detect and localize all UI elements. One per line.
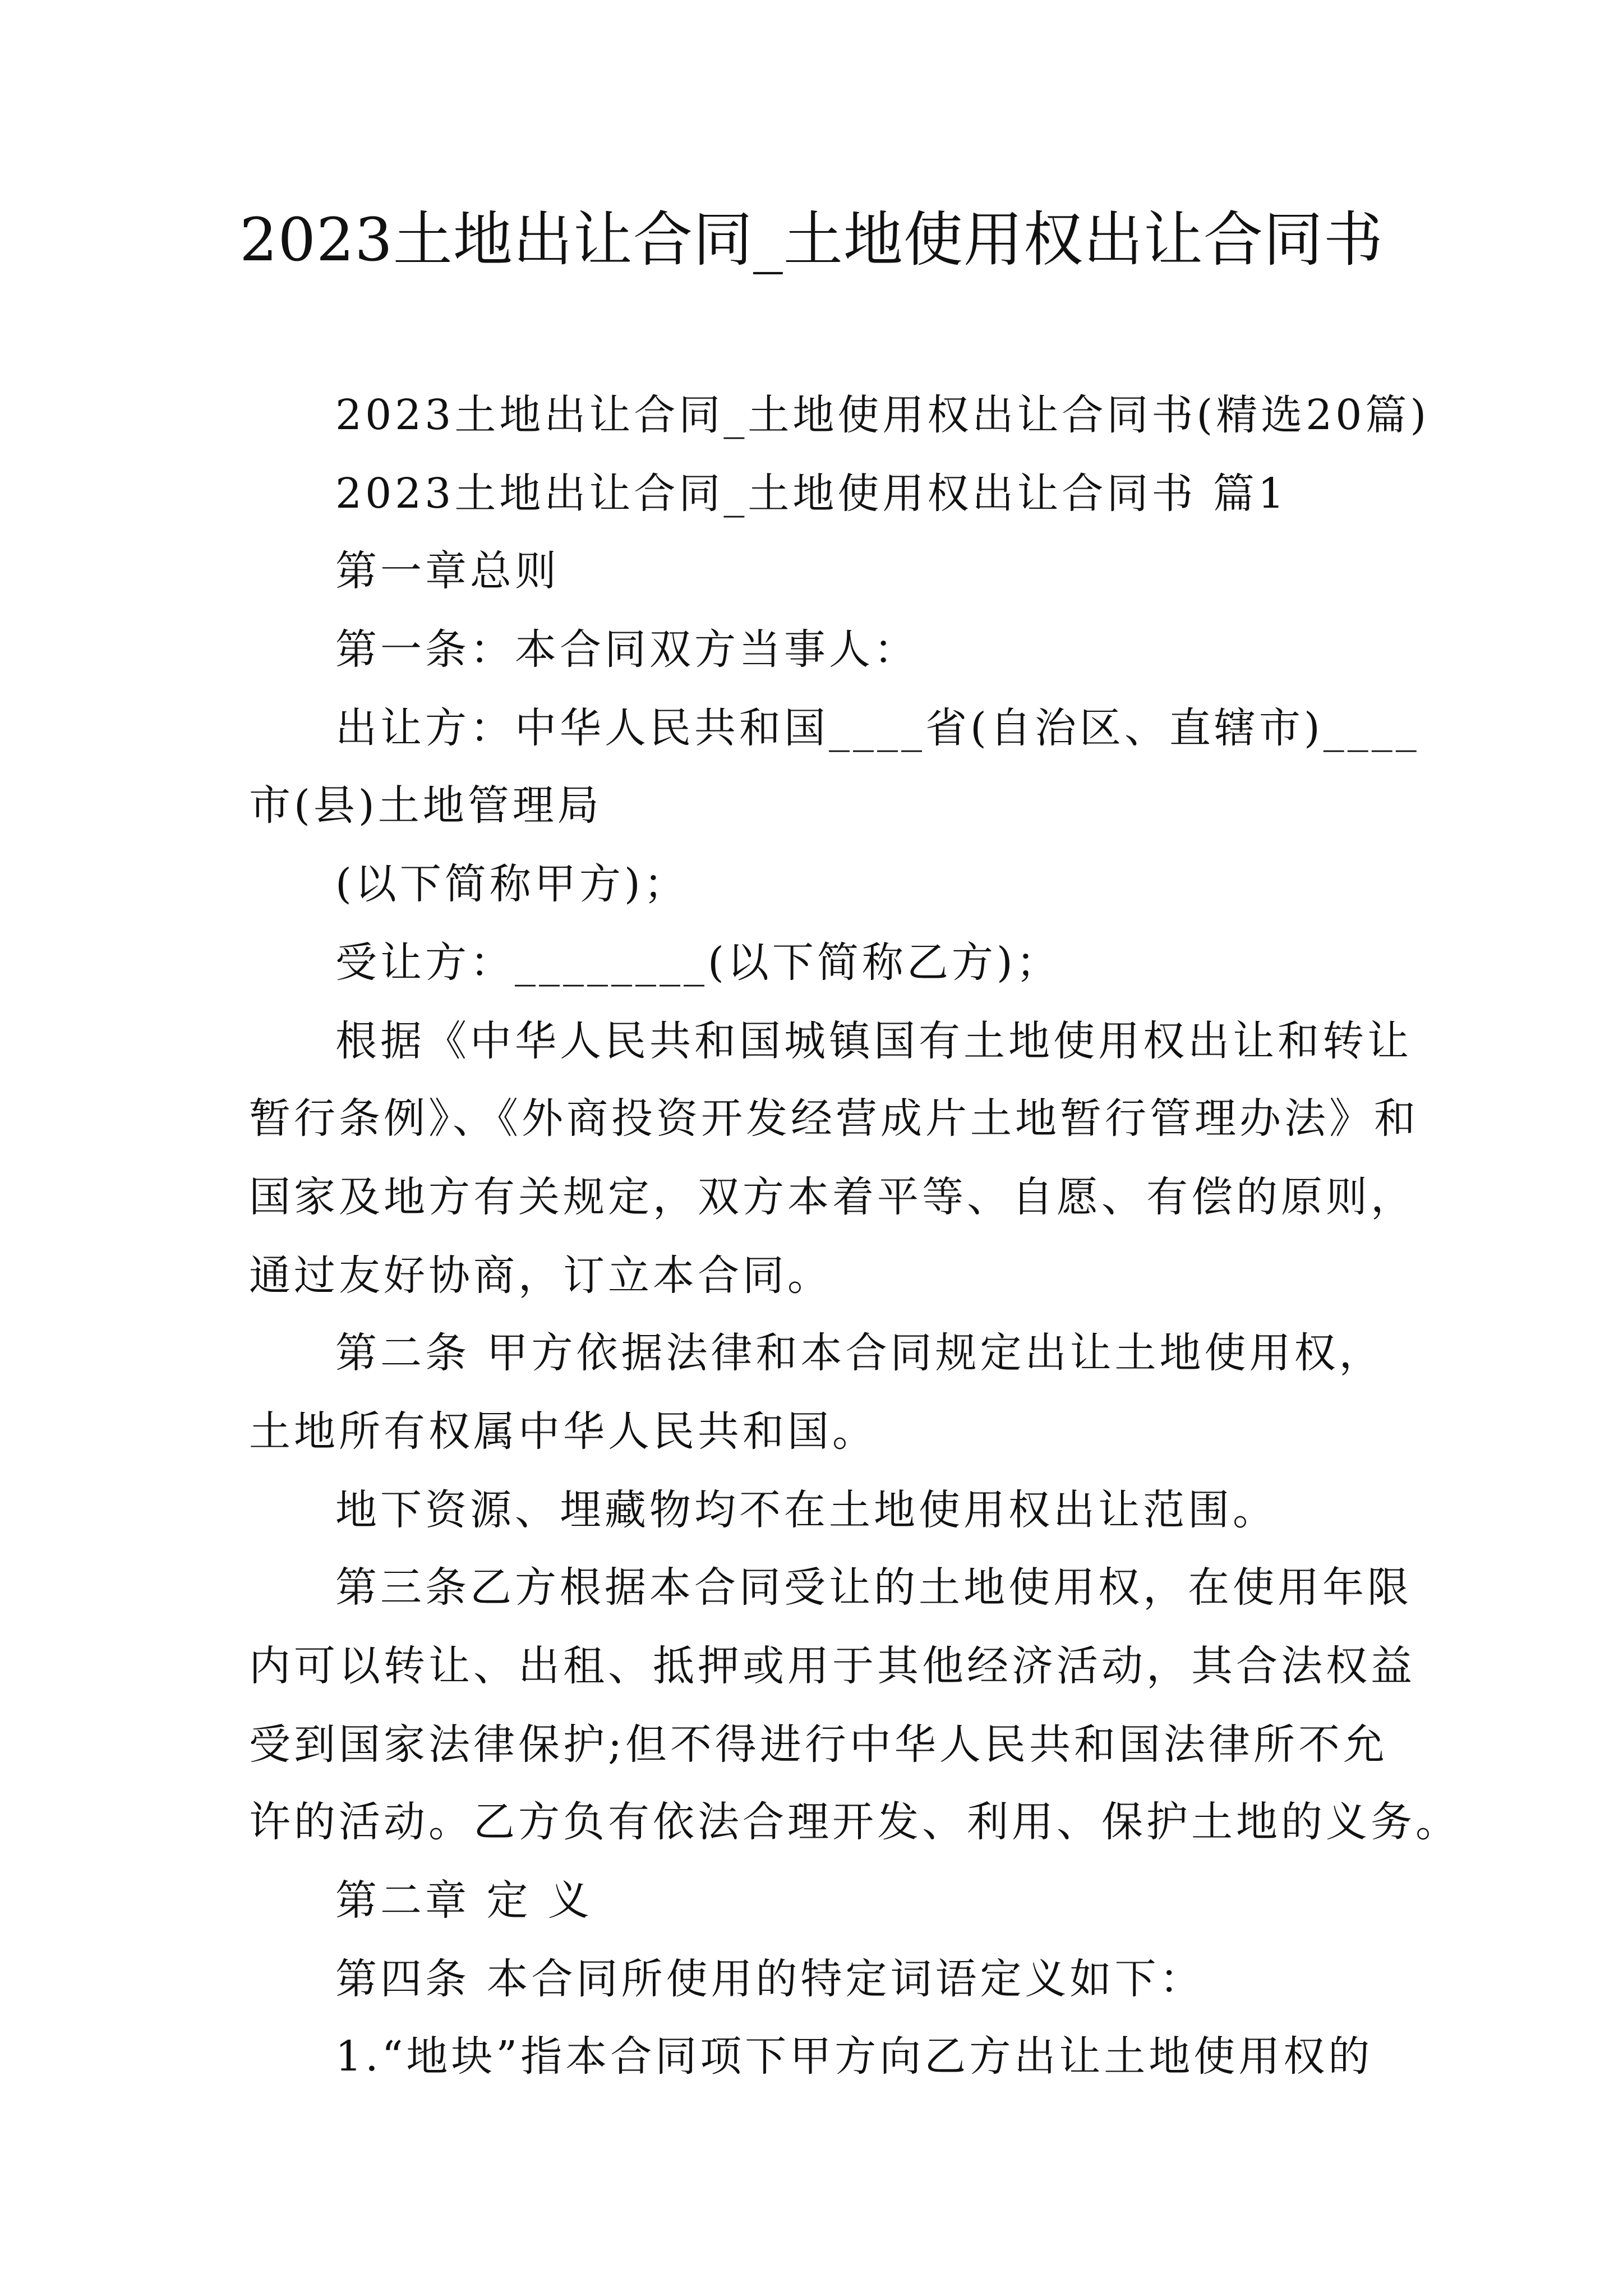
paragraph-line: 许的活动。乙方负有依法合理开发、利用、保护土地的义务。	[249, 1798, 1460, 1846]
paragraph-line: 内可以转让、出租、抵押或用于其他经济活动，其合法权益	[249, 1642, 1415, 1690]
paragraph-line: 第二条 甲方依据法律和本合同规定出让土地使用权，	[335, 1329, 1384, 1377]
paragraph-line: 1.“地块”指本合同项下甲方向乙方出让土地使用权的	[335, 2032, 1373, 2081]
paragraph-line: 第四条 本合同所使用的特定词语定义如下：	[335, 1955, 1205, 2003]
paragraph-line: 根据《中华人民共和国城镇国有土地使用权出让和转让	[335, 1017, 1412, 1065]
paragraph-line: 第三条乙方根据本合同受让的土地使用权，在使用年限	[335, 1563, 1412, 1612]
document-title: 2023土地出让合同_土地使用权出让合同书	[239, 205, 1384, 274]
paragraph-line: 土地所有权属中华人民共和国。	[249, 1407, 877, 1456]
paragraph-line: 通过友好协商，订立本合同。	[249, 1251, 832, 1300]
paragraph-line: (以下简称甲方)；	[335, 860, 689, 908]
paragraph-line: 2023土地出让合同_土地使用权出让合同书 篇1	[335, 470, 1288, 518]
paragraph-line: 市(县)土地管理局	[249, 781, 602, 830]
paragraph-line: 出让方：中华人民共和国____省(自治区、直辖市)____	[335, 704, 1420, 752]
paragraph-line: 第二章 定 义	[335, 1876, 593, 1925]
paragraph-line: 受让方：________(以下简称乙方)；	[335, 938, 1061, 987]
paragraph-line: 第一条：本合同双方当事人：	[335, 625, 919, 674]
paragraph-line: 国家及地方有关规定，双方本着平等、自愿、有偿的原则，	[249, 1173, 1415, 1221]
paragraph-line: 2023土地出让合同_土地使用权出让合同书(精选20篇)	[335, 391, 1430, 439]
paragraph-line: 受到国家法律保护;但不得进行中华人民共和国法律所不允	[249, 1720, 1388, 1769]
paragraph-line: 地下资源、埋藏物均不在土地使用权出让范围。	[335, 1486, 1278, 1534]
paragraph-line: 第一章总则	[335, 547, 560, 595]
paragraph-line: 暂行条例》、《外商投资开发经营成片土地暂行管理办法》和	[249, 1094, 1419, 1143]
